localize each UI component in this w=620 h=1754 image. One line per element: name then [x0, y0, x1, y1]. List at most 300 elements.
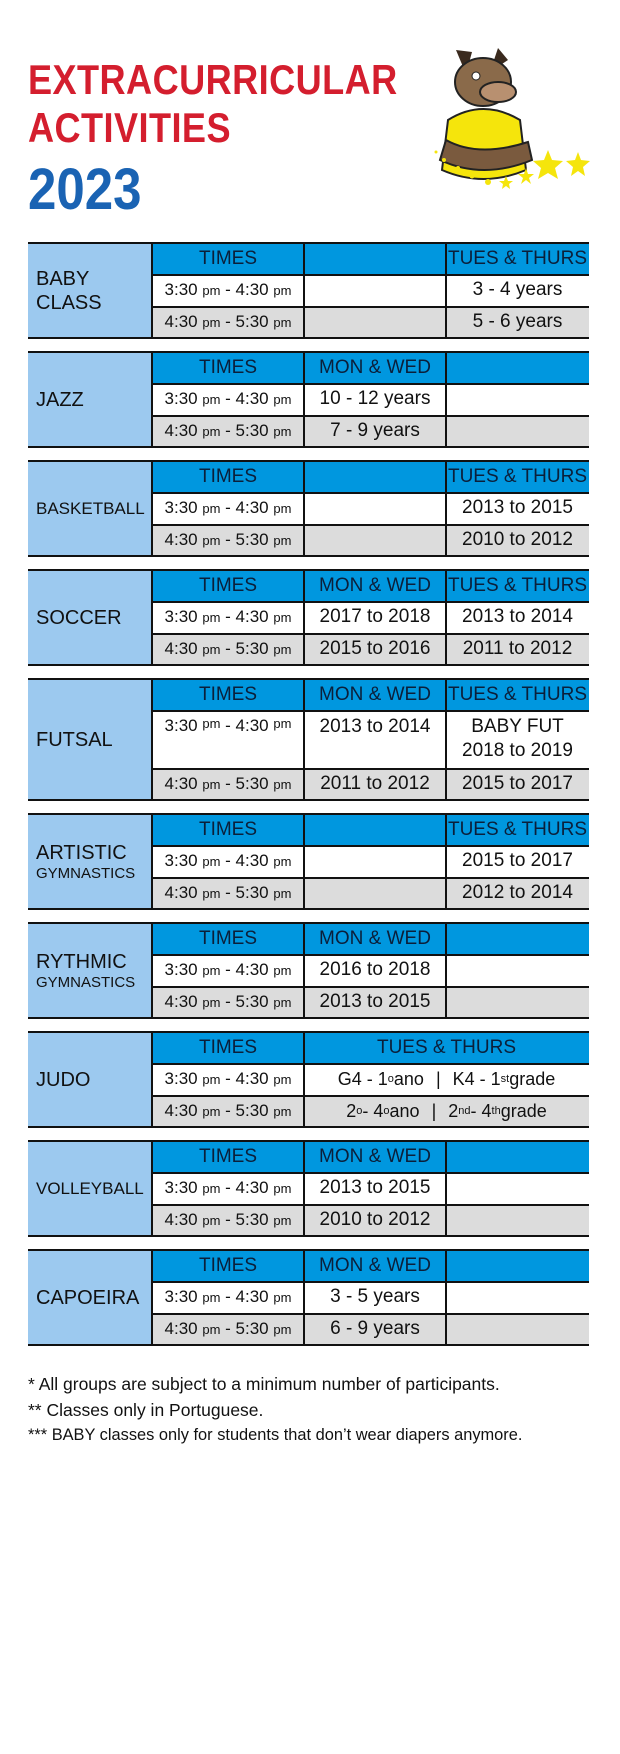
time-unit: pm: [202, 1212, 221, 1228]
mon-wed-value: [304, 492, 446, 524]
divider: [151, 814, 153, 909]
divider: [445, 243, 447, 338]
mon-wed-value: 2013 to 2015: [304, 1172, 446, 1204]
time-unit: pm: [202, 962, 221, 978]
time-dash: -: [220, 851, 236, 870]
time-end: 4:30: [235, 1178, 269, 1197]
time-slot: [152, 524, 304, 556]
divider: [152, 954, 589, 956]
note-minimum: * All groups are subject to a minimum number of participants.: [28, 1374, 500, 1394]
schedule-rythmic: [28, 923, 589, 1018]
time-end: 5:30: [235, 1319, 269, 1338]
activity-name: [28, 679, 152, 800]
time-end: 4:30: [235, 851, 269, 870]
divider: [28, 1235, 589, 1237]
times-header: TIMES: [152, 679, 304, 710]
time-start: 4:30: [164, 883, 198, 902]
judo-text: |: [431, 1100, 437, 1121]
judo-text: grade: [509, 1068, 556, 1089]
time-unit: pm: [273, 641, 292, 657]
time-start: 4:30: [164, 421, 198, 440]
divider: [303, 243, 305, 338]
divider: [28, 813, 589, 815]
time-dash: -: [220, 389, 236, 408]
time-end: 5:30: [235, 774, 269, 793]
activity-name: [28, 1032, 152, 1127]
tues-thurs-header: [446, 352, 589, 383]
time-end: 5:30: [235, 421, 269, 440]
time-dash: -: [220, 530, 236, 549]
tues-thurs-value: 2012 to 2014: [446, 877, 589, 909]
divider: [28, 922, 589, 924]
time-end: 4:30: [235, 498, 269, 517]
activity-name: [28, 461, 152, 556]
activity-title: JUDO: [36, 1068, 91, 1091]
time-end: 4:30: [235, 280, 269, 299]
time-start: 4:30: [164, 1210, 198, 1229]
time-slot: [152, 986, 304, 1018]
schedule-volleyball: [28, 1141, 589, 1236]
time-start: 3:30: [164, 960, 198, 979]
tues-thurs-value: [446, 1281, 589, 1313]
activity-label-wrap: [36, 950, 135, 992]
divider: [303, 1063, 305, 1127]
times-header: TIMES: [152, 243, 304, 274]
time-slot: [152, 1281, 304, 1313]
time-dash: -: [220, 1319, 236, 1338]
times-header: TIMES: [152, 1032, 304, 1063]
time-unit: pm: [273, 423, 292, 439]
divider: [152, 383, 589, 385]
activity-name: [28, 923, 152, 1018]
divider: [28, 351, 589, 353]
time-dash: -: [220, 960, 236, 979]
activity-label-wrap: [36, 388, 84, 412]
times-header: TIMES: [152, 570, 304, 601]
times-header: TIMES: [152, 923, 304, 954]
divider: [152, 524, 589, 526]
divider: [28, 446, 589, 448]
tues-thurs-value: 2015 to 2017: [446, 768, 589, 800]
mon-wed-header: MON & WED: [304, 1250, 446, 1281]
mon-wed-value: 2016 to 2018: [304, 954, 446, 986]
divider: [303, 679, 305, 800]
times-header: TIMES: [152, 1250, 304, 1281]
note-baby: *** BABY classes only for students that don’t wear diapers anymore.: [28, 1426, 523, 1444]
divider: [28, 1249, 589, 1251]
mon-wed-value: 2015 to 2016: [304, 633, 446, 665]
activity-title: BASKETBALL: [36, 498, 145, 518]
time-slot: [152, 306, 304, 338]
time-unit: pm: [273, 314, 292, 330]
divider: [151, 679, 153, 800]
judo-text: |: [435, 1068, 441, 1089]
activity-label-wrap: [36, 1286, 139, 1310]
judo-text: 2: [448, 1100, 459, 1121]
divider: [303, 1141, 305, 1236]
divider: [28, 569, 589, 571]
activity-label-wrap: [36, 1068, 90, 1092]
activity-title: JAZZ: [36, 388, 84, 411]
time-unit: pm: [202, 776, 221, 792]
mon-wed-value: [304, 710, 446, 768]
divider: [28, 799, 589, 801]
judo-text: - 4: [470, 1100, 492, 1121]
tues-thurs-header: [446, 923, 589, 954]
time-end: 4:30: [235, 1069, 269, 1088]
time-unit: pm: [202, 716, 221, 731]
schedule-soccer: [28, 570, 589, 665]
time-dash: -: [220, 280, 236, 299]
divider: [152, 1204, 589, 1206]
times-header: TIMES: [152, 814, 304, 845]
tues-thurs-header: TUES & THURS: [446, 461, 589, 492]
divider: [152, 1281, 589, 1283]
time-dash: -: [220, 639, 236, 658]
mon-wed-value: 7 - 9 years: [304, 415, 446, 447]
activity-title: BABY CLASS: [36, 267, 102, 314]
divider: [303, 570, 305, 665]
time-start: 4:30: [164, 992, 198, 1011]
time-unit: pm: [202, 500, 221, 516]
activity-label-wrap: [36, 728, 113, 752]
time-end: 4:30: [235, 607, 269, 626]
divider: [28, 664, 589, 666]
time-end: 5:30: [235, 639, 269, 658]
time-unit: pm: [202, 885, 221, 901]
tues-thurs-header: TUES & THURS: [446, 243, 589, 274]
divider: [152, 1313, 589, 1315]
time-unit: pm: [273, 532, 292, 548]
divider: [28, 908, 589, 910]
time-start: 3:30: [164, 1069, 198, 1088]
time-start: 4:30: [164, 312, 198, 331]
judo-text: ano: [393, 1068, 424, 1089]
time-unit: pm: [273, 1071, 292, 1087]
divider: [303, 352, 305, 447]
schedule-jazz: [28, 352, 589, 447]
time-slot: [152, 1063, 304, 1095]
tues-thurs-value: [446, 710, 589, 768]
schedule-basketball: [28, 461, 589, 556]
divider: [445, 1141, 447, 1236]
mon-wed-header: MON & WED: [304, 679, 446, 710]
tues-thurs-value: 3 - 4 years: [446, 274, 589, 306]
time-slot: [152, 710, 304, 768]
tues-thurs-value: [446, 1313, 589, 1345]
divider: [28, 1126, 589, 1128]
divider: [303, 923, 305, 1018]
time-unit: pm: [273, 391, 292, 407]
time-slot: [152, 877, 304, 909]
divider: [445, 814, 447, 909]
time-dash: -: [220, 312, 236, 331]
days-header: TUES & THURS: [304, 1032, 589, 1063]
divider: [151, 570, 153, 665]
tues-thurs-header: [446, 1141, 589, 1172]
tues-thurs-value: [446, 986, 589, 1018]
cell-text-extra: 2018 to 2019: [462, 740, 573, 761]
time-unit: pm: [202, 1289, 221, 1305]
tues-thurs-value: [446, 415, 589, 447]
mon-wed-value: [304, 274, 446, 306]
divider: [28, 460, 589, 462]
activity-subtitle: GYMNASTICS: [36, 864, 136, 882]
time-dash: -: [220, 774, 236, 793]
tues-thurs-header: TUES & THURS: [446, 570, 589, 601]
time-end: 4:30: [235, 1287, 269, 1306]
time-dash: -: [220, 607, 236, 626]
schedule-futsal: [28, 679, 589, 800]
time-unit: pm: [273, 609, 292, 625]
time-slot: [152, 954, 304, 986]
activity-label-wrap: [36, 606, 122, 630]
mon-wed-value: 2013 to 2015: [304, 986, 446, 1018]
tues-thurs-value: 2013 to 2014: [446, 601, 589, 633]
time-unit: pm: [273, 282, 292, 298]
cell-text: 2013 to 2014: [319, 716, 431, 737]
time-dash: -: [220, 498, 236, 517]
divider: [152, 274, 589, 276]
divider: [445, 1250, 447, 1345]
tues-thurs-value: 5 - 6 years: [446, 306, 589, 338]
time-start: 4:30: [164, 530, 198, 549]
time-unit: pm: [273, 716, 292, 731]
activity-name: [28, 570, 152, 665]
mon-wed-value: [304, 306, 446, 338]
judo-text: G4 - 1: [337, 1068, 388, 1089]
judo-text: ano: [389, 1100, 420, 1121]
divider: [28, 1344, 589, 1346]
time-unit: pm: [273, 853, 292, 869]
mon-wed-header: [304, 814, 446, 845]
time-unit: pm: [273, 1212, 292, 1228]
divider: [151, 243, 153, 338]
time-dash: -: [220, 883, 236, 902]
divider: [28, 1017, 589, 1019]
tues-thurs-value: 2011 to 2012: [446, 633, 589, 665]
times-header: TIMES: [152, 461, 304, 492]
judo-text: - 4: [362, 1100, 384, 1121]
time-unit: pm: [273, 994, 292, 1010]
activity-name: [28, 1250, 152, 1345]
time-unit: pm: [273, 1321, 292, 1337]
divider: [445, 923, 447, 1018]
time-dash: -: [220, 716, 236, 735]
mon-wed-value: 6 - 9 years: [304, 1313, 446, 1345]
time-slot: [152, 1095, 304, 1127]
time-unit: pm: [273, 500, 292, 516]
divider: [152, 845, 589, 847]
time-start: 4:30: [164, 1319, 198, 1338]
time-end: 4:30: [235, 716, 269, 735]
time-unit: pm: [273, 1180, 292, 1196]
time-start: 3:30: [164, 389, 198, 408]
activity-label-wrap: [36, 1177, 144, 1201]
cell-text: BABY FUT: [471, 716, 564, 737]
tues-thurs-value: 2010 to 2012: [446, 524, 589, 556]
mon-wed-header: [304, 243, 446, 274]
mon-wed-value: 2017 to 2018: [304, 601, 446, 633]
schedule-baby-class: [28, 243, 589, 338]
divider: [151, 1032, 153, 1127]
mon-wed-value: 2011 to 2012: [304, 768, 446, 800]
time-unit: pm: [202, 423, 221, 439]
time-slot: [152, 1204, 304, 1236]
time-end: 5:30: [235, 312, 269, 331]
time-slot: [152, 492, 304, 524]
time-unit: pm: [202, 391, 221, 407]
divider: [152, 492, 589, 494]
time-dash: -: [220, 992, 236, 1011]
time-unit: pm: [202, 994, 221, 1010]
divider: [152, 986, 589, 988]
time-start: 3:30: [164, 498, 198, 517]
time-slot: [152, 383, 304, 415]
time-unit: pm: [202, 609, 221, 625]
time-unit: pm: [202, 314, 221, 330]
divider: [151, 1141, 153, 1236]
time-slot: [152, 1313, 304, 1345]
tues-thurs-value: [446, 383, 589, 415]
times-header: TIMES: [152, 352, 304, 383]
time-unit: pm: [273, 962, 292, 978]
judo-text: 2: [346, 1100, 357, 1121]
judo-text: grade: [500, 1100, 547, 1121]
divider: [152, 415, 589, 417]
time-start: 3:30: [164, 280, 198, 299]
title-line-2: ACTIVITIES: [28, 104, 231, 151]
time-start: 3:30: [164, 716, 198, 735]
year-heading: 2023: [28, 157, 142, 222]
divider: [303, 814, 305, 909]
divider: [445, 461, 447, 556]
divider: [28, 555, 589, 557]
activity-title: VOLLEYBALL: [36, 1178, 144, 1198]
schedule-judo: [28, 1032, 589, 1127]
time-dash: -: [220, 1178, 236, 1197]
divider: [151, 461, 153, 556]
mon-wed-value: 10 - 12 years: [304, 383, 446, 415]
times-header: TIMES: [152, 1141, 304, 1172]
activity-title: SOCCER: [36, 606, 122, 629]
activity-label-wrap: [36, 497, 145, 521]
time-end: 5:30: [235, 992, 269, 1011]
time-unit: pm: [273, 885, 292, 901]
divider: [152, 710, 589, 712]
time-start: 4:30: [164, 774, 198, 793]
time-unit: pm: [202, 532, 221, 548]
divider: [152, 877, 589, 879]
divider: [152, 768, 589, 770]
time-start: 3:30: [164, 1178, 198, 1197]
mon-wed-value: [304, 877, 446, 909]
time-dash: -: [220, 1210, 236, 1229]
time-start: 3:30: [164, 607, 198, 626]
time-unit: pm: [202, 641, 221, 657]
time-dash: -: [220, 1069, 236, 1088]
mon-wed-value: [304, 524, 446, 556]
time-end: 4:30: [235, 389, 269, 408]
divider: [445, 352, 447, 447]
time-slot: [152, 601, 304, 633]
time-slot: [152, 415, 304, 447]
time-slot: [152, 1172, 304, 1204]
divider: [28, 1140, 589, 1142]
divider: [28, 678, 589, 680]
divider: [151, 923, 153, 1018]
tues-thurs-value: 2013 to 2015: [446, 492, 589, 524]
activity-name: [28, 814, 152, 909]
time-dash: -: [220, 421, 236, 440]
time-unit: pm: [273, 776, 292, 792]
time-unit: pm: [202, 853, 221, 869]
tues-thurs-header: TUES & THURS: [446, 679, 589, 710]
tues-thurs-value: [446, 954, 589, 986]
divider: [152, 1063, 589, 1065]
divider: [445, 570, 447, 665]
time-slot: [152, 768, 304, 800]
divider: [151, 1250, 153, 1345]
title-line-1: EXTRACURRICULAR: [28, 56, 398, 103]
wolf-mascot-icon: [428, 40, 593, 210]
activity-title: FUTSAL: [36, 728, 113, 751]
time-slot: [152, 274, 304, 306]
time-start: 4:30: [164, 639, 198, 658]
note-portuguese: ** Classes only in Portuguese.: [28, 1400, 264, 1420]
divider: [152, 1172, 589, 1174]
time-unit: pm: [202, 282, 221, 298]
mon-wed-header: MON & WED: [304, 352, 446, 383]
tues-thurs-value: 2015 to 2017: [446, 845, 589, 877]
schedule-artistic: [28, 814, 589, 909]
activity-title: ARTISTIC: [36, 841, 127, 864]
divider: [303, 1250, 305, 1345]
activity-name: [28, 352, 152, 447]
time-dash: -: [220, 1101, 236, 1120]
mon-wed-value: 2010 to 2012: [304, 1204, 446, 1236]
divider: [445, 679, 447, 800]
time-unit: pm: [273, 1289, 292, 1305]
divider: [152, 601, 589, 603]
activity-name: [28, 243, 152, 338]
schedule-capoeira: [28, 1250, 589, 1345]
activity-title: RYTHMIC: [36, 950, 127, 973]
divider: [152, 306, 589, 308]
judo-groups: 2 o - 4 o ano | 2 nd - 4 th grade: [304, 1095, 589, 1127]
tues-thurs-header: TUES & THURS: [446, 814, 589, 845]
time-unit: pm: [202, 1071, 221, 1087]
time-start: 4:30: [164, 1101, 198, 1120]
time-end: 5:30: [235, 1101, 269, 1120]
time-slot: [152, 845, 304, 877]
activity-label-wrap: [36, 841, 135, 883]
tues-thurs-header: [446, 1250, 589, 1281]
activity-subtitle: GYMNASTICS: [36, 973, 136, 991]
time-start: 3:30: [164, 1287, 198, 1306]
mon-wed-header: [304, 461, 446, 492]
time-end: 4:30: [235, 960, 269, 979]
time-start: 3:30: [164, 851, 198, 870]
mon-wed-header: MON & WED: [304, 1141, 446, 1172]
mon-wed-value: [304, 845, 446, 877]
mon-wed-header: MON & WED: [304, 923, 446, 954]
time-unit: pm: [273, 1103, 292, 1119]
tues-thurs-value: [446, 1172, 589, 1204]
divider: [28, 337, 589, 339]
activity-label-wrap: [36, 267, 106, 315]
divider: [28, 242, 589, 244]
